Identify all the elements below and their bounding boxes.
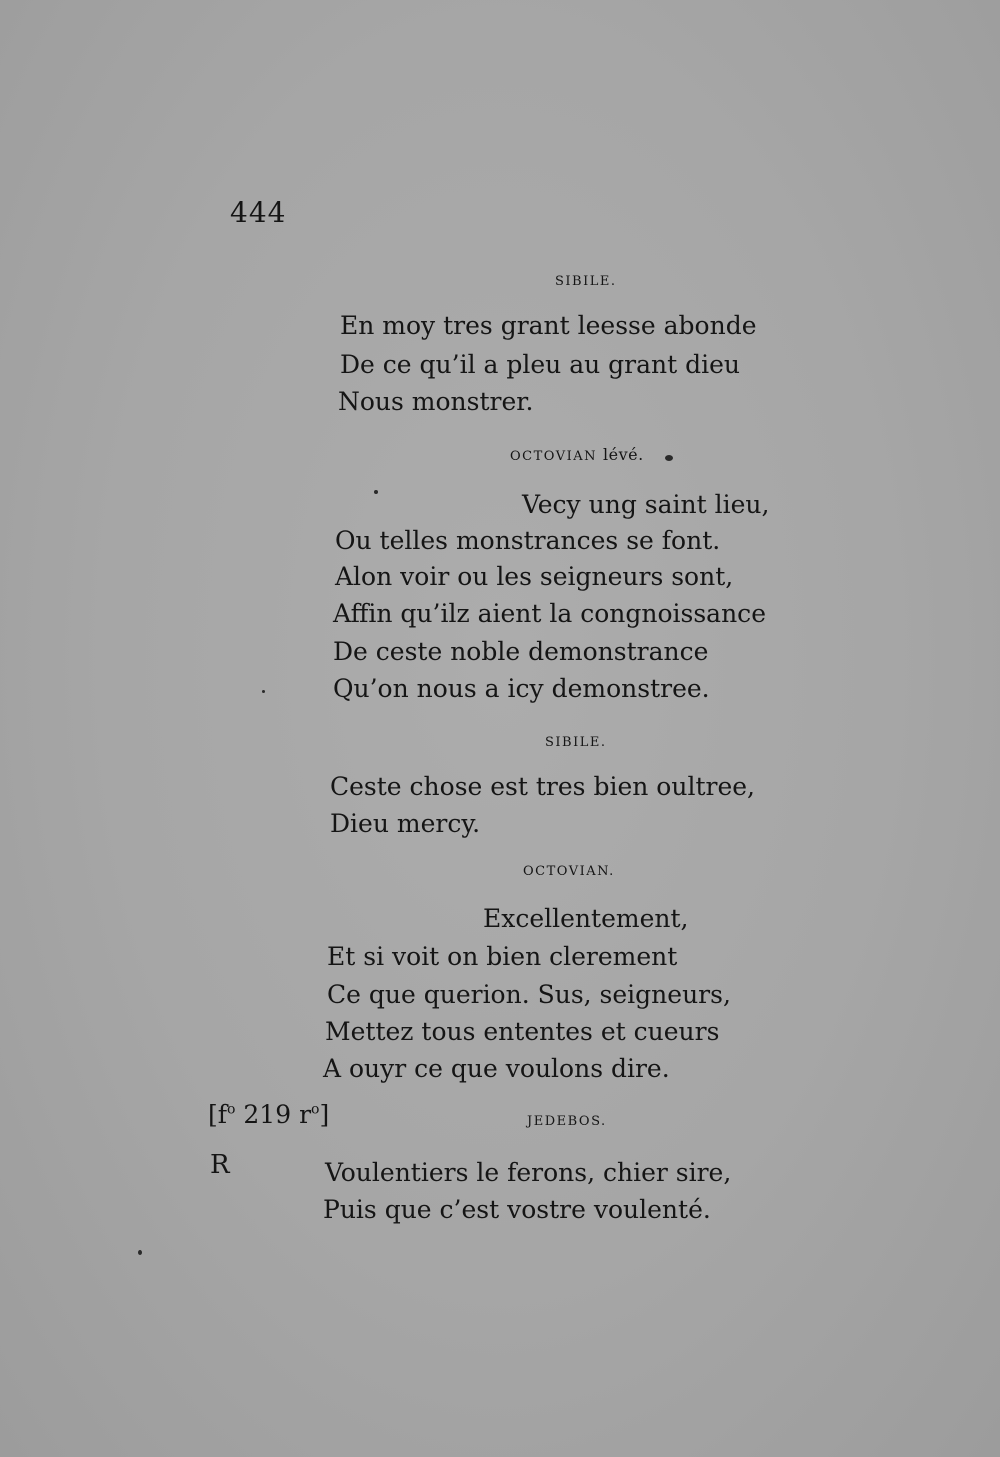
folio-suffix: ] [319,1100,330,1129]
folio-reference [208,1100,329,1129]
page-number: 444 [230,196,287,229]
folio-prefix: [f [208,1100,228,1129]
verse-line: Dieu mercy. [330,809,481,838]
speaker-octovian-1 [510,445,644,464]
verse-line: Et si voit on bien clerement [327,942,678,971]
margin-letter: R [210,1150,230,1180]
ink-speck [374,490,378,494]
verse-line: En moy tres grant leesse abonde [340,311,757,340]
verse-line: Alon voir ou les seigneurs sont, [335,562,734,591]
speaker-name: OCTOVIAN [510,449,597,464]
stage-direction: lévé. [603,445,644,464]
folio-f-sup: o [227,1101,236,1118]
verse-line: Ou telles monstrances se font. [335,526,721,555]
speaker-jedebos: JEDEBOS. [527,1114,607,1129]
speaker-sibile-2: SIBILE. [545,735,607,750]
verse-line: Mettez tous ententes et cueurs [325,1017,720,1046]
verse-line: De ce qu’il a pleu au grant dieu [340,350,741,379]
verse-line: A ouyr ce que voulons dire. [323,1054,670,1083]
verse-line: Puis que c’est vostre voulenté. [323,1195,711,1224]
verse-line: Excellentement, [483,904,689,933]
folio-number: 219 r [235,1100,312,1129]
verse-line: De ceste noble demonstrance [333,637,709,666]
verse-line: Nous monstrer. [338,387,534,416]
ink-speck [665,455,673,461]
verse-line: Voulentiers le ferons, chier sire, [325,1158,732,1187]
verse-line: Ce que querion. Sus, seigneurs, [327,980,731,1009]
speaker-sibile-1: SIBILE. [555,274,617,289]
verse-line: Qu’on nous a icy demonstree. [333,674,710,703]
ink-speck [262,690,265,693]
ink-speck [138,1250,142,1255]
folio-r-sup: o [311,1101,320,1118]
speaker-octovian-2: OCTOVIAN. [523,864,615,879]
verse-line: Vecy ung saint lieu, [522,490,770,519]
verse-line: Affin qu’ilz aient la congnoissance [333,599,766,628]
verse-line: Ceste chose est tres bien oultree, [330,772,755,801]
